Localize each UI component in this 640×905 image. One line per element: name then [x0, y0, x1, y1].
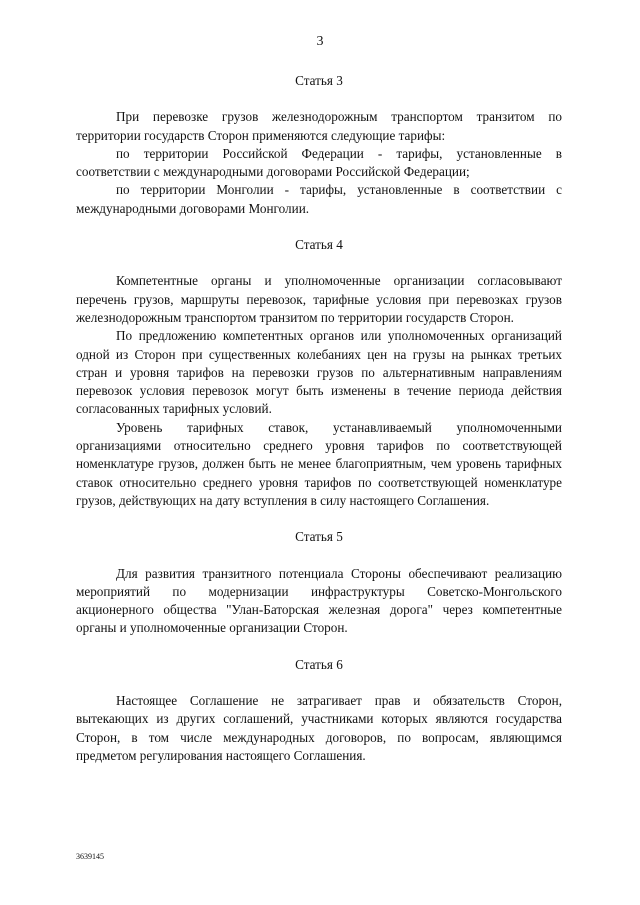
article-paragraph: Уровень тарифных ставок, устанавливаемый уполномоченными организациями относительно среднего уровня тарифов по соответствующей номенклатуре грузов, должен быть не менее благоприятным, чем уровень тарифных ставок относительно среднего уровня тарифов по соответствующей номенклатуре грузов, действующих на дату вступления в силу настоящего Соглашения.: [76, 419, 562, 508]
article-heading: Статья 3: [295, 73, 343, 88]
article-paragraph: По предложению компетентных органов или уполномоченных организаций одной из Сторон при существенных колебаниях цен на грузы на рынках третьих стран и уровня тарифов на перевозки грузов по альтернативным направлениям перевозок условия перевозок могут быть изменены в течение периода действия согласованных тарифных условий.: [76, 328, 562, 417]
article-6: [76, 656, 562, 765]
article-heading: Статья 4: [295, 237, 343, 253]
page-number: 3: [316, 34, 324, 49]
article-paragraph: При перевозке грузов железнодорожным транспортом транзитом по территории государств Сторон применяются следующие тарифы:: [76, 109, 562, 143]
article-paragraph: Для развития транзитного потенциала Стороны обеспечивают реализацию мероприятий по модернизации инфраструктуры Советско-Монгольского акционерного общества "Улан-Баторская железная дорога" через компетентные органы и уполномоченные организации Сторон.: [76, 565, 562, 636]
article-paragraph: Компетентные органы и уполномоченные организации согласовывают перечень грузов, маршруты перевозок, тарифные условия при перевозках грузов железнодорожным транспортом транзитом по территории государств Сторон.: [76, 273, 562, 325]
article-heading: Статья 5: [295, 529, 343, 545]
article-paragraph: по территории Российской Федерации - тарифы, установленные в соответствии с международными договорами Российской Федерации;: [76, 145, 562, 180]
document-code: 3639145: [76, 852, 104, 861]
article-paragraph: по территории Монголии - тарифы, установленные в соответствии с международными договорами Монголии.: [76, 182, 562, 216]
article-heading: Статья 6: [295, 656, 343, 672]
article-4: [76, 236, 562, 510]
document-body: [76, 72, 562, 765]
article-5: [76, 528, 562, 637]
article-paragraph: Настоящее Соглашение не затрагивает прав и обязательств Сторон, вытекающих из других соглашений, участниками которых являются государства Сторон, в том числе международных договоров, по вопросам, являющимся предметом регулирования настоящего Соглашения.: [76, 693, 562, 763]
article-3: [76, 72, 562, 218]
